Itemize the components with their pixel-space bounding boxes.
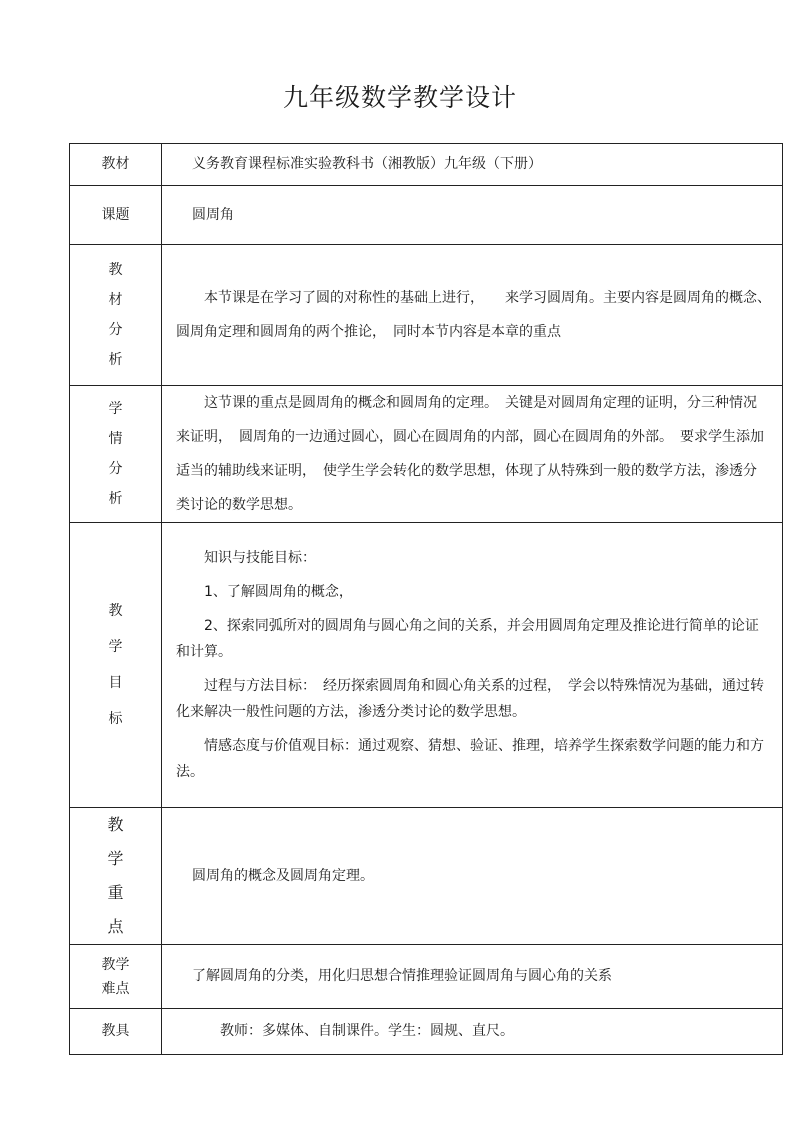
label-char: 学 <box>107 849 124 868</box>
label-char: 目 <box>108 675 123 691</box>
label-char: 析 <box>108 491 123 507</box>
table-row-textbook <box>70 144 783 186</box>
table-row-difficulties <box>70 945 783 1009</box>
knowledge-item-2: 2、探索同弧所对的圆周角与圆心角之间的关系，并会用圆周角定理及推论进行简单的论证和计算。 <box>176 618 759 660</box>
page-title: 九年级数学教学设计 <box>282 83 517 112</box>
table-row-teaching-tools <box>70 1009 783 1055</box>
row-content-key-points: 圆周角的概念及圆周角定理。 <box>162 808 783 945</box>
knowledge-heading: 知识与技能目标： <box>204 550 316 566</box>
process-goal: 过程与方法目标： 经历探索圆周角和圆心角关系的过程， 学会以特殊情况为基础，通过转化来解决一般性问题的方法，渗透分类讨论的数学思想。 <box>176 678 764 720</box>
label-char: 析 <box>108 352 123 368</box>
label-char: 教 <box>108 603 123 619</box>
table-row-topic <box>70 186 783 245</box>
label-char: 材 <box>108 292 123 308</box>
row-content-difficulties: 了解圆周角的分类，用化归思想合情推理验证圆周角与圆心角的关系 <box>162 945 783 1009</box>
row-label-material-analysis <box>70 245 162 386</box>
lesson-plan-table <box>69 143 783 1055</box>
row-content-teaching-goals <box>162 523 783 808</box>
table-row-key-points <box>70 808 783 945</box>
row-label-teaching-goals <box>70 523 162 808</box>
row-label-difficulties <box>70 945 162 1009</box>
label-char: 分 <box>108 322 123 338</box>
row-content-textbook: 义务教育课程标准实验教科书（湘教版）九年级（下册） <box>162 144 783 186</box>
label-char: 点 <box>107 917 124 936</box>
row-label-key-points <box>70 808 162 945</box>
table-row-material-analysis <box>70 245 783 386</box>
analysis-paragraph: 本节课是在学习了圆的对称性的基础上进行， 来学习圆周角。主要内容是圆周角的概念、 圆周角定理和圆周角的两个推论， 同时本节内容是本章的重点 <box>176 290 778 340</box>
label-char: 分 <box>108 461 123 477</box>
row-content-material-analysis <box>162 245 783 386</box>
row-content-topic: 圆周角 <box>162 186 783 245</box>
row-content-teaching-tools: 教师：多媒体、自制课件。学生：圆规、直尺。 <box>162 1009 783 1055</box>
label-char: 教 <box>108 262 123 278</box>
row-label-topic: 课题 <box>70 186 162 245</box>
label-char: 教 <box>107 815 124 834</box>
table-row-teaching-goals <box>70 523 783 808</box>
label-char: 标 <box>108 711 123 727</box>
label-char: 学 <box>108 639 123 655</box>
label-char: 难点 <box>101 980 130 997</box>
label-char: 情 <box>108 431 123 447</box>
table-row-student-analysis <box>70 386 783 523</box>
knowledge-item-1: 1、了解圆周角的概念， <box>204 584 353 600</box>
row-label-textbook: 教材 <box>70 144 162 186</box>
attitude-goal: 情感态度与价值观目标：通过观察、猜想、验证、推理，培养学生探索数学问题的能力和方法。 <box>176 738 764 780</box>
row-label-teaching-tools: 教具 <box>70 1009 162 1055</box>
label-char: 教学 <box>101 956 130 973</box>
label-char: 重 <box>107 883 124 902</box>
row-content-student-analysis <box>162 386 783 523</box>
student-analysis-paragraph: 这节课的重点是圆周角的概念和圆周角的定理。 关键是对圆周角定理的证明，分三种情况来证明， 圆周角的一边通过圆心，圆心在圆周角的内部，圆心在圆周角的外部。 要求学生添加适当的辅助线来证明， 使学生学会转化的数学思想，体现了从特殊到一般的数学方法，渗透分类讨论的数学思想。 <box>176 395 764 513</box>
label-char: 学 <box>108 401 123 417</box>
row-label-student-analysis <box>70 386 162 523</box>
